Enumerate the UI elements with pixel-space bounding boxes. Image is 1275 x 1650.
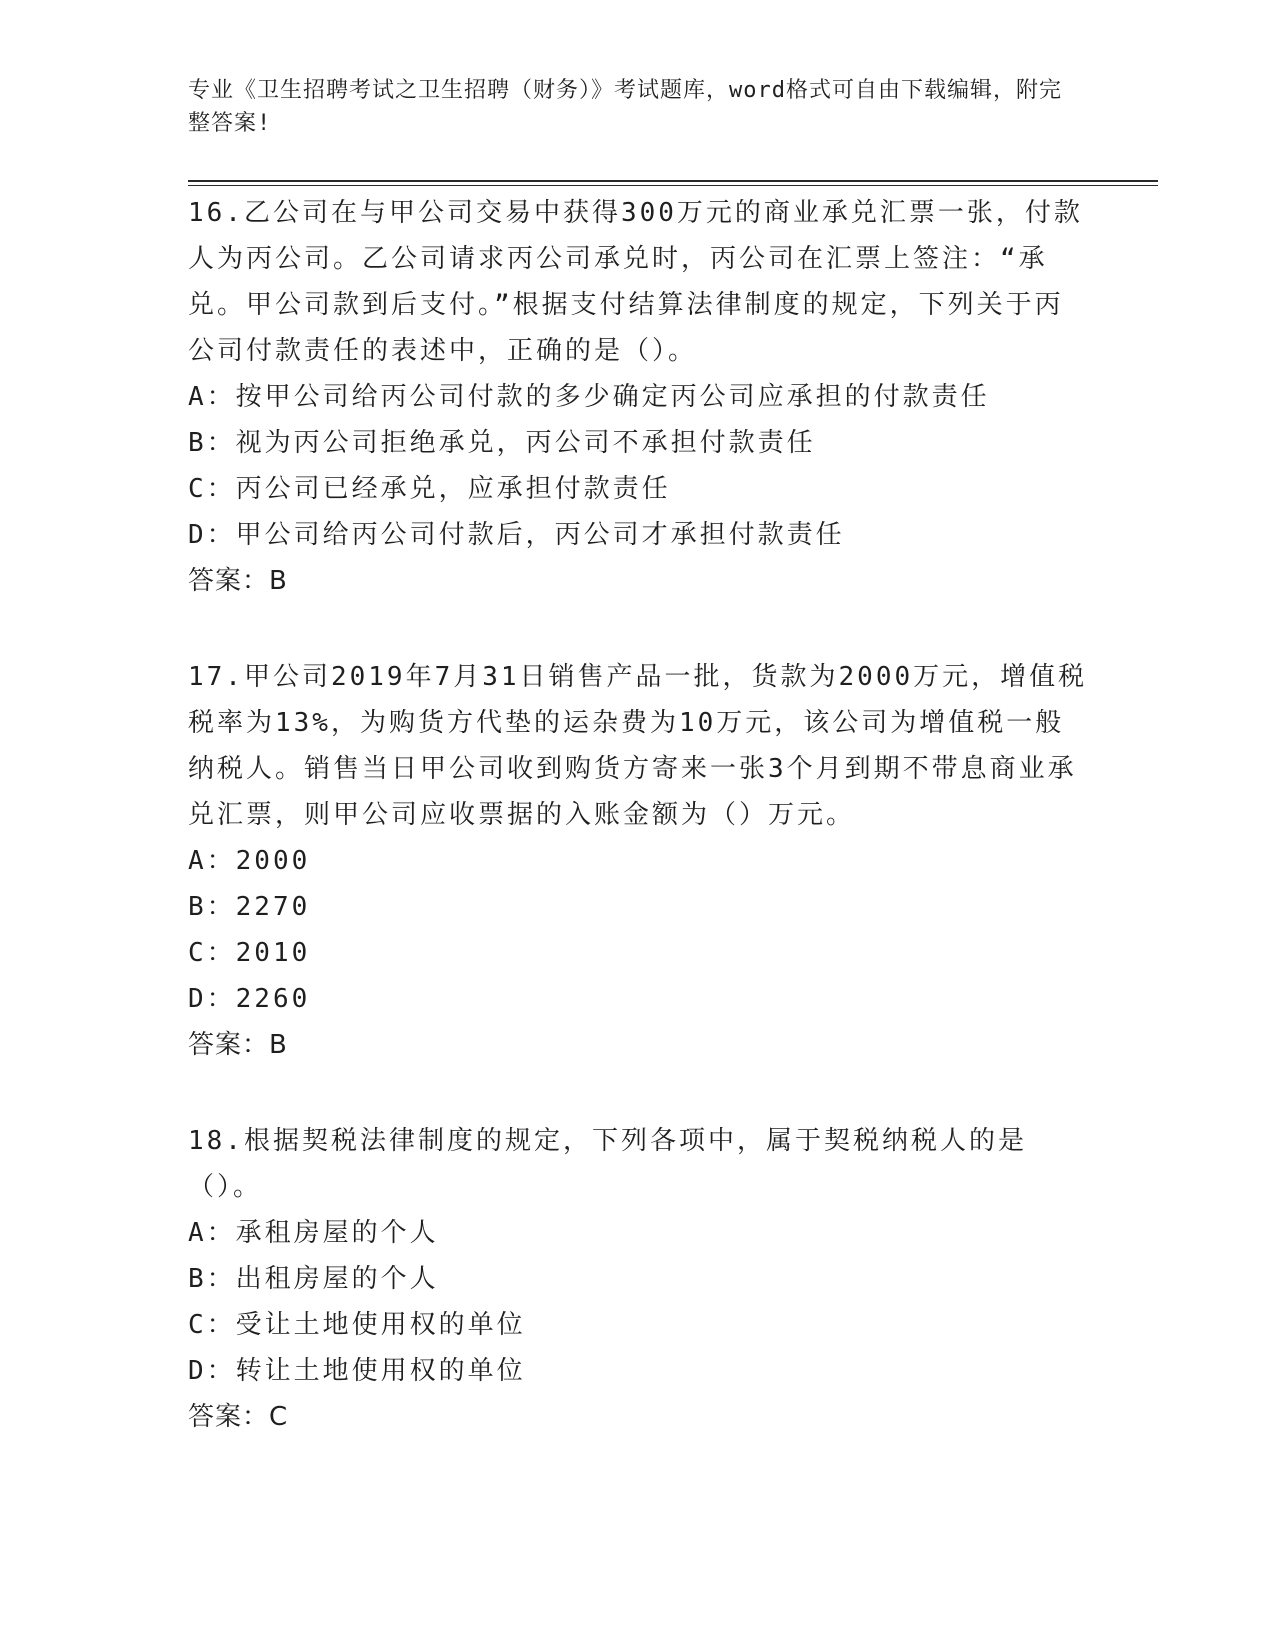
question-18 bbox=[188, 1118, 1088, 1440]
option-b: B：出租房屋的个人 bbox=[188, 1264, 439, 1294]
option-a: A：按甲公司给丙公司付款的多少确定丙公司应承担的付款责任 bbox=[188, 382, 990, 412]
answer-line: 答案：B bbox=[188, 1030, 288, 1060]
question-list bbox=[188, 190, 1088, 1440]
option-d: D：转让土地使用权的单位 bbox=[188, 1356, 526, 1386]
header-divider-thin bbox=[188, 185, 1158, 186]
option-d: D：2260 bbox=[188, 984, 311, 1014]
option-a: A：2000 bbox=[188, 846, 311, 876]
question-stem: 18.根据契税法律制度的规定，下列各项中，属于契税纳税人的是（）。 bbox=[188, 1126, 1027, 1202]
answer-line: 答案：C bbox=[188, 1402, 289, 1432]
question-16 bbox=[188, 190, 1088, 604]
option-b: B：视为丙公司拒绝承兑，丙公司不承担付款责任 bbox=[188, 428, 816, 458]
question-stem: 16.乙公司在与甲公司交易中获得300万元的商业承兑汇票一张，付款人为丙公司。乙公司请求丙公司承兑时，丙公司在汇票上签注：“承兑。甲公司款到后支付。”根据支付结算法律制度的规定，下列关于丙公司付款责任的表述中，正确的是（）。 bbox=[188, 198, 1083, 366]
header-divider-thick bbox=[188, 180, 1158, 182]
option-d: D：甲公司给丙公司付款后，丙公司才承担付款责任 bbox=[188, 520, 845, 550]
option-c: C：丙公司已经承兑，应承担付款责任 bbox=[188, 474, 671, 504]
question-17 bbox=[188, 654, 1088, 1068]
document-header: 专业《卫生招聘考试之卫生招聘（财务）》考试题库，word格式可自由下载编辑，附完整答案! bbox=[188, 78, 1062, 136]
question-stem: 17.甲公司2019年7月31日销售产品一批，货款为2000万元，增值税税率为13%，为购货方代垫的运杂费为10万元，该公司为增值税一般纳税人。销售当日甲公司收到购货方寄来一张3个月到期不带息商业承兑汇票，则甲公司应收票据的入账金额为（）万元。 bbox=[188, 662, 1088, 830]
option-b: B：2270 bbox=[188, 892, 311, 922]
option-c: C：2010 bbox=[188, 938, 311, 968]
option-a: A：承租房屋的个人 bbox=[188, 1218, 439, 1248]
option-c: C：受让土地使用权的单位 bbox=[188, 1310, 526, 1340]
answer-line: 答案：B bbox=[188, 566, 288, 596]
